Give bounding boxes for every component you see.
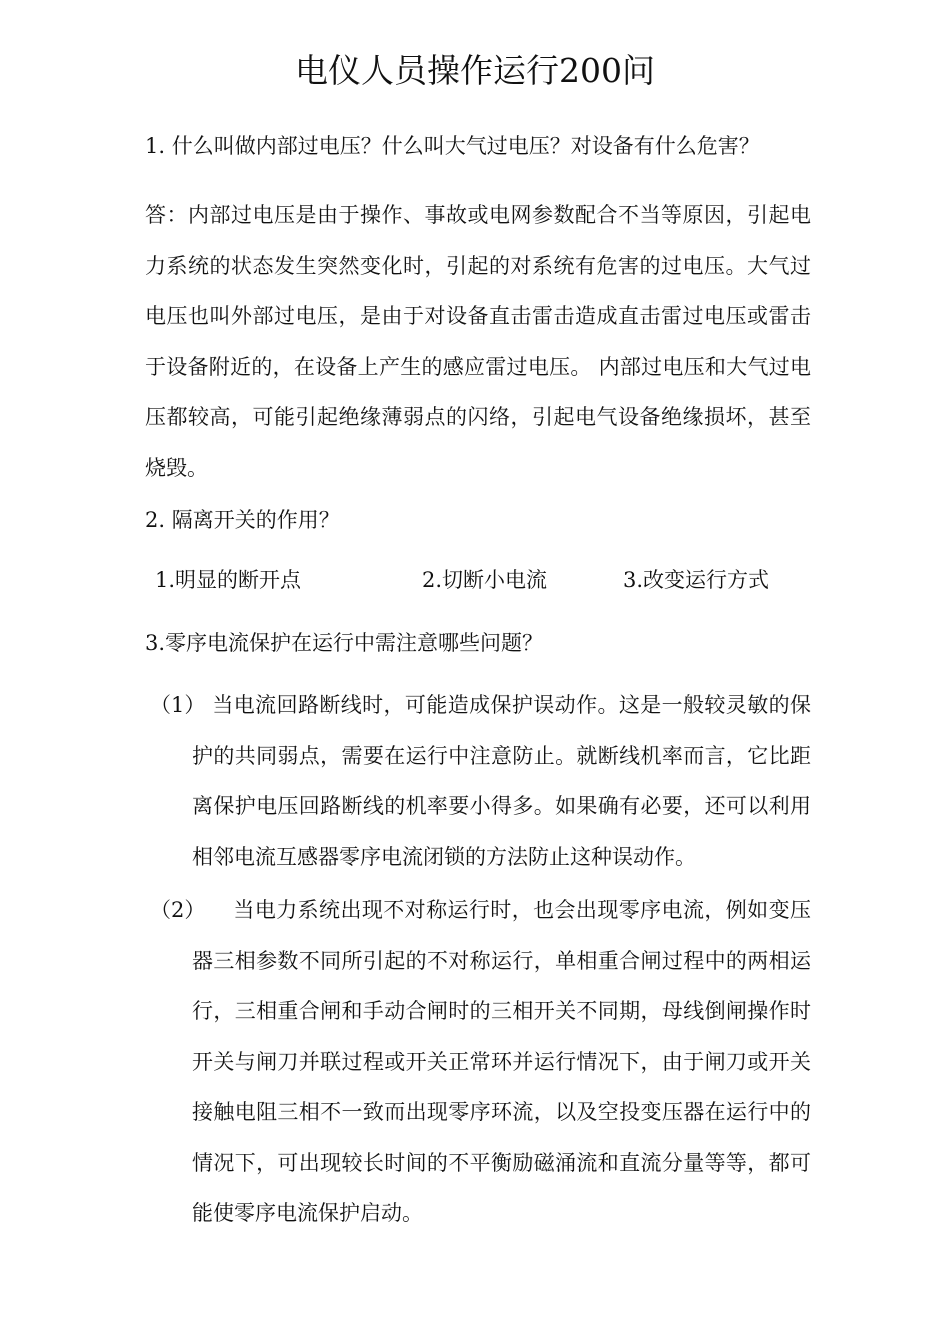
list-item-text: 当电力系统出现不对称运行时，也会出现零序电流，例如变压器三相参数不同所引起的不对称运行，单相重合闸过程中的两相运行，三相重合闸和手动合闸时的三相开关不同期，母线倒闸操作时开关与闸刀并联过程或开关正常环并运行情况下，由于闸刀或开关接触电阻三相不一致而出现零序环流，以及空投变压器在运行中的情况下，可出现较长时间的不平衡励磁涌流和直流分量等等，都可能使零序电流保护启动。 <box>192 898 811 1225</box>
option-3: 3.改变运行方式 <box>623 568 770 592</box>
answer-1: 答：内部过电压是由于操作、事故或电网参数配合不当等原因，引起电力系统的状态发生突然变化时，引起的对系统有危害的过电压。大气过电压也叫外部过电压，是由于对设备直击雷击造成直击雷过电压或雷击于设备附近的，在设备上产生的感应雷过电压。 内部过电压和大气过电压都较高，可能引起绝缘薄弱点的闪络，引起电气设备绝缘损坏，甚至烧毁。 <box>145 203 811 480</box>
option-2: 2.切断小电流 <box>422 568 548 592</box>
list-item-text: 当电流回路断线时，可能造成保护误动作。这是一般较灵敏的保护的共同弱点，需要在运行中注意防止。就断线机率而言，它比距离保护电压回路断线的机率要小得多。如果确有必要，还可以利用相邻电流互感器零序电流闭锁的方法防止这种误动作。 <box>192 693 811 869</box>
question-2: 2. 隔离开关的作用？ <box>145 508 340 532</box>
question-1: 1. 什么叫做内部过电压？什么叫大气过电压？对设备有什么危害？ <box>145 134 760 158</box>
option-1: 1.明显的断开点 <box>155 568 302 592</box>
list-item-number: （2） <box>150 898 206 922</box>
page-title: 电仪人员操作运行200问 <box>295 51 655 90</box>
list-item-number: （1） <box>150 693 206 717</box>
question-2-options <box>0 565 950 595</box>
question-3: 3.零序电流保护在运行中需注意哪些问题？ <box>145 631 544 655</box>
